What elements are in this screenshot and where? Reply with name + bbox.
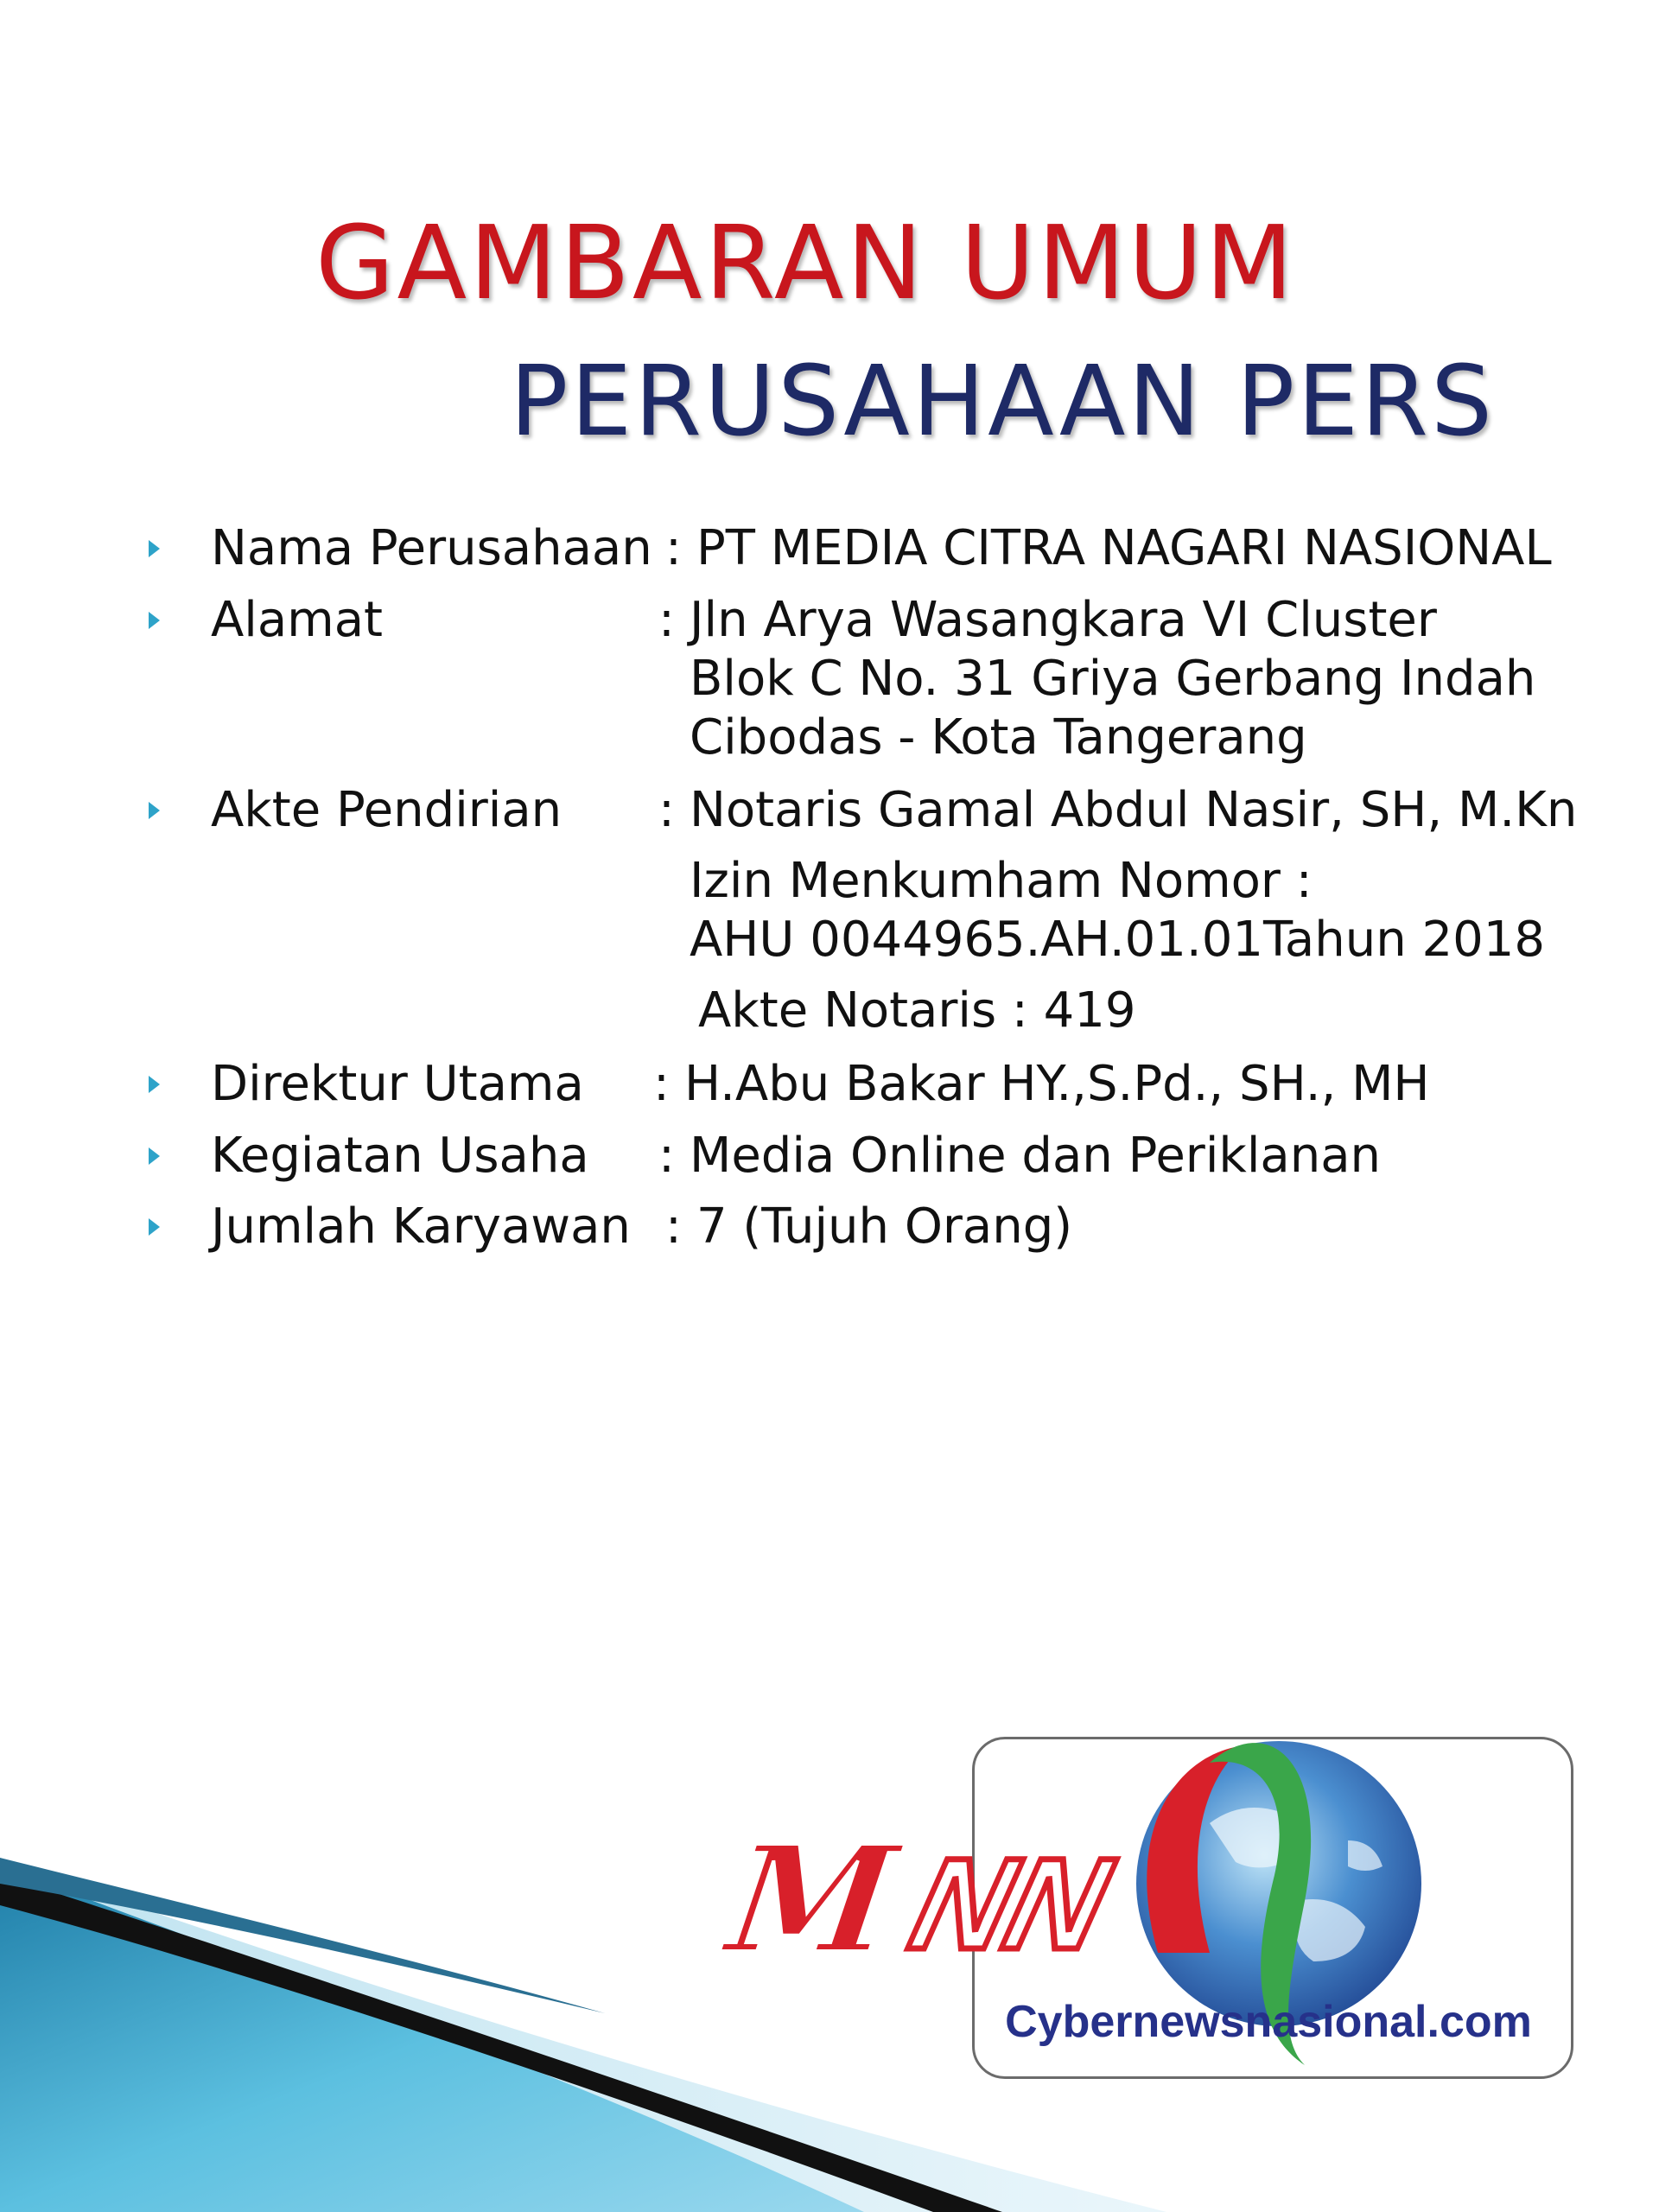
item-label: Nama Perusahaan — [211, 520, 652, 576]
item-separator: : — [658, 1128, 675, 1184]
item-separator: : — [653, 1056, 670, 1112]
item-value: Media Online dan Periklanan — [690, 1128, 1381, 1184]
item-value-continued: Blok C No. 31 Griya Gerbang Indah — [690, 651, 1536, 707]
svg-text:NN: NN — [898, 1832, 1122, 1977]
logo-site-name: Cybernewsnasional.com — [1005, 1997, 1532, 2047]
item-value-continued: Izin Menkumham Nomor : — [690, 853, 1313, 909]
item-separator: : — [665, 1198, 682, 1255]
svg-text:M: M — [718, 1814, 906, 1986]
item-value: PT MEDIA CITRA NAGARI NASIONAL — [696, 520, 1552, 576]
title-line-1: GAMBARAN UMUM — [315, 203, 1296, 322]
item-value: H.Abu Bakar HY.,S.Pd., SH., MH — [684, 1056, 1430, 1112]
item-value: 7 (Tujuh Orang) — [696, 1198, 1073, 1255]
item-label: Direktur Utama — [211, 1056, 584, 1112]
item-separator: : — [658, 782, 675, 838]
item-label: Jumlah Karyawan — [211, 1198, 631, 1255]
item-label: Akte Pendirian — [211, 782, 563, 838]
item-value-continued: AHU 0044965.AH.01.01Tahun 2018 — [690, 912, 1546, 968]
item-value-continued: Cibodas - Kota Tangerang — [690, 709, 1307, 766]
item-separator: : — [665, 520, 682, 576]
item-value-continued: Akte Notaris : 419 — [698, 982, 1136, 1039]
item-separator: : — [658, 592, 675, 648]
title-line-2: PERUSAHAAN PERS — [510, 346, 1496, 458]
item-value: Jln Arya Wasangkara VI Cluster — [690, 592, 1437, 648]
item-label: Alamat — [211, 592, 384, 648]
item-label: Kegiatan Usaha — [211, 1128, 589, 1184]
item-value: Notaris Gamal Abdul Nasir, SH, M.Kn — [690, 782, 1578, 838]
